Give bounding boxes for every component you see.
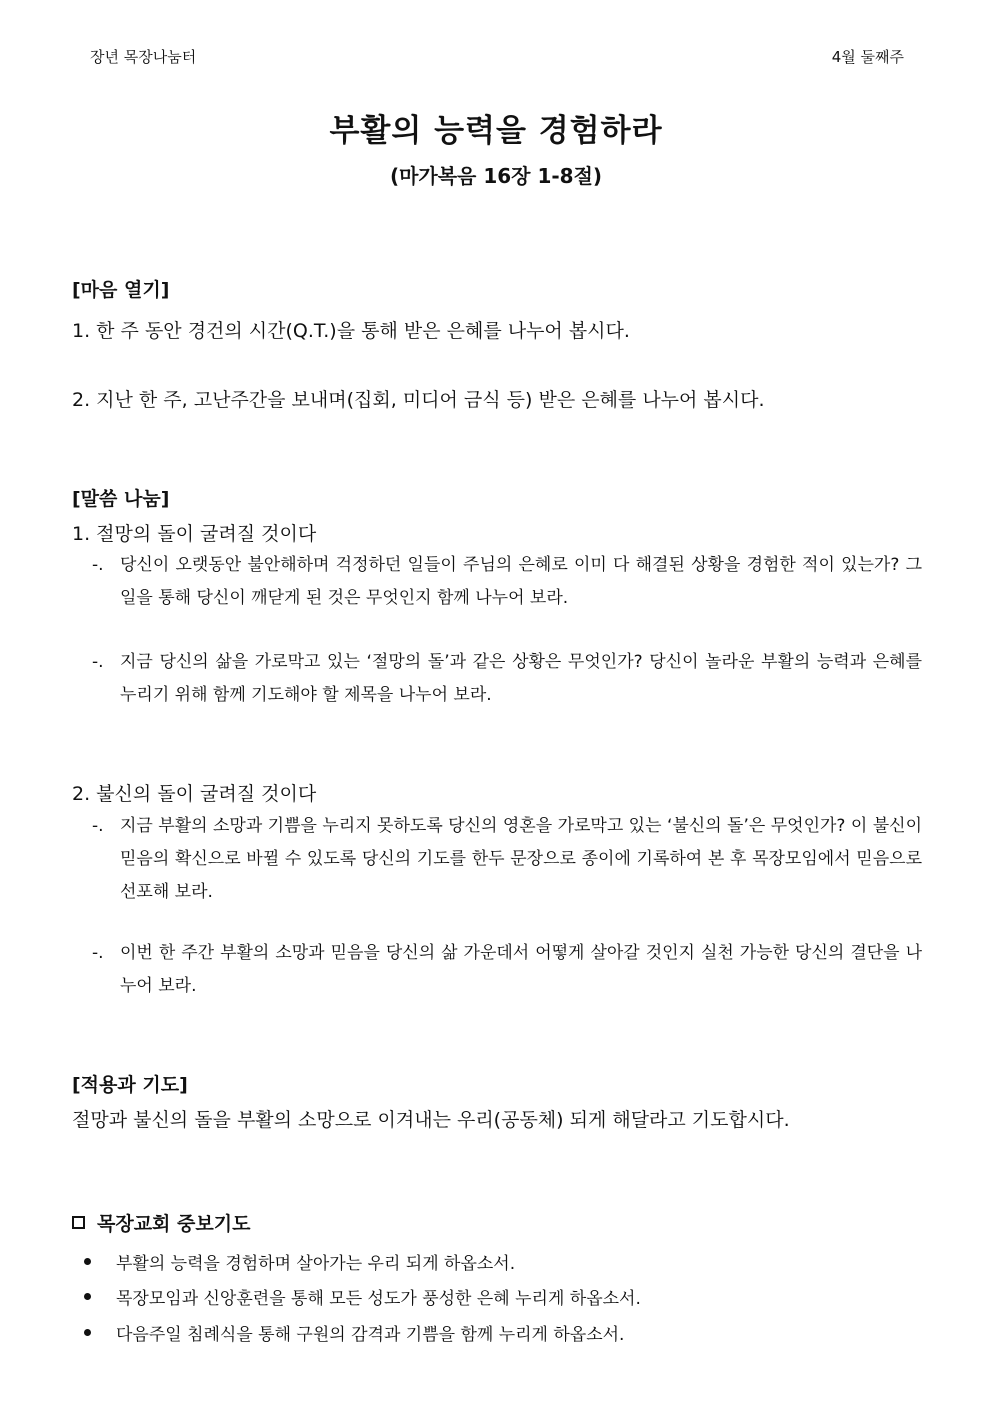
question-dash: -. xyxy=(92,652,104,672)
intercession-heading-text: 목장교회 중보기도 xyxy=(97,1213,251,1235)
intercession-item-text: 부활의 능력을 경험하며 살아가는 우리 되게 하옵소서. xyxy=(116,1254,516,1274)
question-text: 지금 부활의 소망과 기쁨을 누리지 못하도록 당신의 영혼을 가로막고 있는 ‘불신의 돌’은 무엇인가? 이 불신이 믿음의 확신으로 바뀔 수 있도록 당신의 기도를 한두 문장으로 종이에 기록하여 본 후 목장모임에서 믿음으로 선포해 보라. xyxy=(120,816,922,902)
header-left: 장년 목장나눔터 xyxy=(90,48,197,66)
intercession-item xyxy=(84,1249,515,1274)
question-2-1 xyxy=(92,810,922,909)
question-2-2 xyxy=(92,937,922,1003)
open-heart-item-2: 2. 지난 한 주, 고난주간을 보내며(집회, 미디어 금식 등) 받은 은혜를 나누어 봅시다. xyxy=(72,389,765,411)
intercession-item xyxy=(84,1320,624,1345)
bullet-icon xyxy=(84,1293,91,1300)
page-subtitle: (마가복음 16장 1-8절) xyxy=(389,164,603,188)
point-title-2: 2. 불신의 돌이 굴려질 것이다 xyxy=(72,783,317,805)
bullet-icon xyxy=(84,1329,91,1336)
question-text: 당신이 오랫동안 불안해하며 걱정하던 일들이 주님의 은혜로 이미 다 해결된 상황을 경험한 적이 있는가? 그 일을 통해 당신이 깨닫게 된 것은 무엇인지 함께 나누어 보라. xyxy=(120,555,922,608)
apply-pray-text: 절망과 불신의 돌을 부활의 소망으로 이겨내는 우리(공동체) 되게 해달라고 기도합시다. xyxy=(72,1109,790,1131)
question-text: 이번 한 주간 부활의 소망과 믿음을 당신의 삶 가운데서 어떻게 살아갈 것인지 실천 가능한 당신의 결단을 나누어 보라. xyxy=(120,943,922,996)
question-dash: -. xyxy=(92,816,104,836)
bullet-icon xyxy=(84,1258,91,1265)
section-heading-word-sharing: [말씀 나눔] xyxy=(72,488,170,510)
page-title: 부활의 능력을 경험하라 xyxy=(329,113,663,149)
question-dash: -. xyxy=(92,943,104,963)
point-title-1: 1. 절망의 돌이 굴려질 것이다 xyxy=(72,523,317,545)
question-dash: -. xyxy=(92,555,104,575)
question-1-1 xyxy=(92,549,922,615)
intercession-item-text: 다음주일 침례식을 통해 구원의 감격과 기쁨을 함께 누리게 하옵소서. xyxy=(116,1325,625,1345)
intercession-heading xyxy=(72,1209,250,1236)
header-right: 4월 둘째주 xyxy=(831,48,904,66)
question-1-2 xyxy=(92,646,922,712)
section-heading-apply-pray: [적용과 기도] xyxy=(72,1074,188,1096)
open-heart-item-1: 1. 한 주 동안 경건의 시간(Q.T.)을 통해 받은 은혜를 나누어 봅시다. xyxy=(72,320,630,342)
section-heading-open-heart: [마음 열기] xyxy=(72,279,170,301)
question-text: 지금 당신의 삶을 가로막고 있는 ‘절망의 돌’과 같은 상황은 무엇인가? 당신이 놀라운 부활의 능력과 은혜를 누리기 위해 함께 기도해야 할 제목을 나누어 보라. xyxy=(120,652,922,705)
intercession-item xyxy=(84,1284,641,1309)
checkbox-square-icon xyxy=(72,1216,85,1229)
intercession-item-text: 목장모임과 신앙훈련을 통해 모든 성도가 풍성한 은혜 누리게 하옵소서. xyxy=(116,1289,641,1309)
